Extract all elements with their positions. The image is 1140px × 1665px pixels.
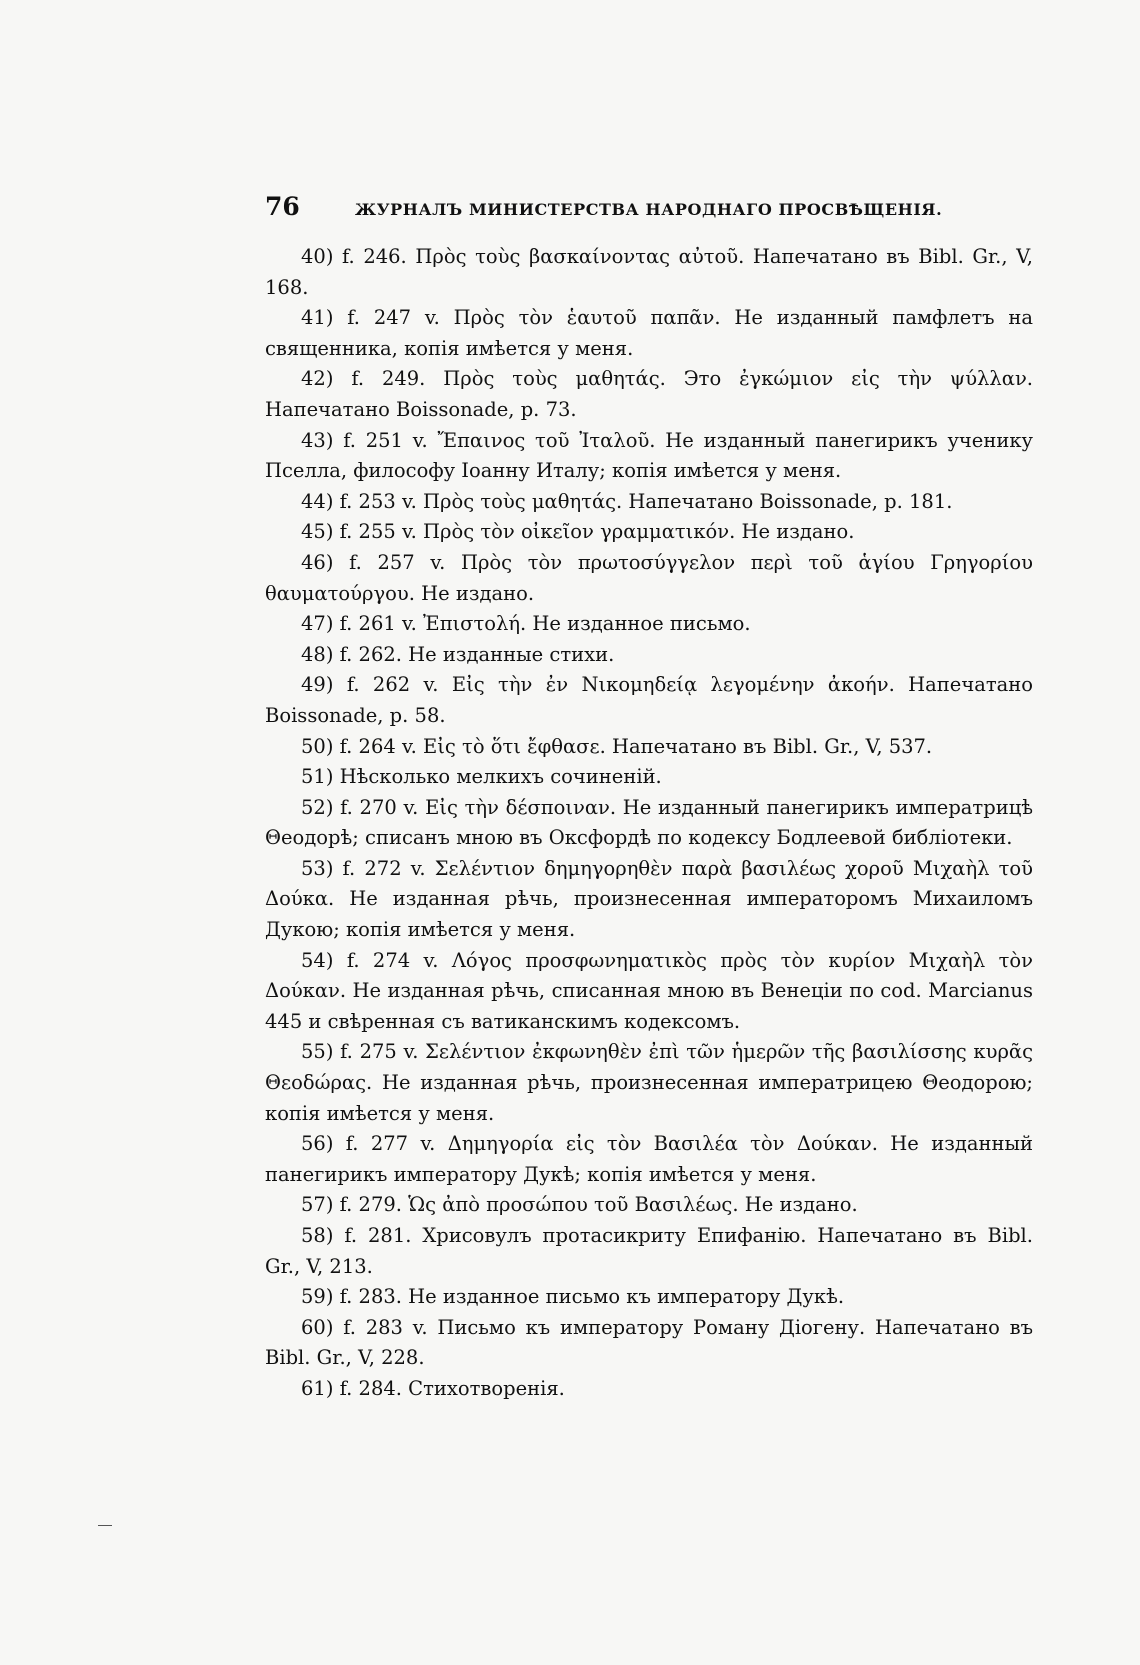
list-item: 56) f. 277 v. Δημηγορία εἰς τὸν Βασιλέα τὸν Δούκαν. Не изданный панегирикъ императору Дукѣ; копія имѣется у меня. (265, 1132, 1033, 1186)
list-item: 40) f. 246. Πρὸς τοὺς βασκαίνοντας αὐτοῦ. Напечатано въ Bibl. Gr., V, 168. (265, 245, 1033, 299)
list-item: 41) f. 247 v. Πρὸς τὸν ἑαυτοῦ παπᾶν. Не изданный памфлетъ на священника, копія имѣется у меня. (265, 306, 1033, 360)
running-head: ЖУРНАЛЪ МИНИСТЕРСТВА НАРОДНАГО ПРОСВѢЩЕНІЯ. (355, 200, 943, 219)
list-item: 55) f. 275 v. Σελέντιον ἐκφωνηθὲν ἐπὶ τῶν ἡμερῶν τῆς βασιλίσσης κυρᾶς Θεοδώρας. Не изданная рѣчь, произнесенная императрицею Θеодорою; копія имѣется у меня. (265, 1040, 1033, 1125)
list-item: 54) f. 274 v. Λόγος προσφωνηματικὸς πρὸς τὸν κυρίον Μιχαὴλ τὸν Δούκαν. Не изданная рѣчь, списанная мною въ Венеціи по cod. Marcianus 445 и свѣренная съ ватиканскимъ кодексомъ. (265, 948, 1033, 1033)
list-item: 47) f. 261 v. Ἐπιστολή. Не изданное письмо. (301, 612, 751, 636)
list-item: 53) f. 272 v. Σελέντιον δημηγορηθὲν παρὰ βασιλέως χοροῦ Μιχαὴλ τοῦ Δούκα. Не изданная рѣчь, произнесенная императоромъ Михаиломъ Дукою; копія имѣется у меня. (265, 856, 1033, 942)
list-item: 51) Нѣсколько мелкихъ сочиненій. (301, 765, 662, 789)
list-item: 57) f. 279. Ὡς ἀπὸ προσώπου τοῦ Βασιλέως. Не издано. (301, 1193, 858, 1217)
list-item: 42) f. 249. Πρὸς τοὺς μαθητάς. Это ἐγκώμιον εἰς τὴν ψύλλαν. Напечатано Boissonade, p. 73. (265, 367, 1033, 421)
list-item: 59) f. 283. Не изданное письмо къ императору Дукѣ. (301, 1285, 845, 1309)
list-item: 43) f. 251 v. Ἔπαινος τοῦ Ἰταλοῦ. Не изданный панегирикъ ученику Пселла, философу Іоанну Италу; копія имѣется у меня. (265, 428, 1033, 483)
list-item: 49) f. 262 v. Εἰς τὴν ἐν Νικομηδείᾳ λεγομένην ἀκοήν. Напечатано Boissonade, p. 58. (265, 673, 1033, 727)
list-item: 61) f. 284. Стихотворенія. (301, 1376, 565, 1400)
list-item: 44) f. 253 v. Πρὸς τοὺς μαθητάς. Напечатано Boissonade, p. 181. (301, 489, 953, 513)
list-item: 58) f. 281. Хрисовулъ протасикриту Епифанію. Напечатано въ Bibl. Gr., V, 213. (265, 1224, 1033, 1278)
entry-list (265, 242, 1033, 1405)
list-item: 50) f. 264 v. Εἰς τὸ ὅτι ἔφθασε. Напечатано въ Bibl. Gr., V, 537. (301, 734, 933, 758)
list-item: 60) f. 283 v. Письмо къ императору Роману Діогену. Напечатано въ Bibl. Gr., V, 228. (265, 1315, 1033, 1370)
list-item: 52) f. 270 v. Εἰς τὴν δέσποιναν. Не изданный панегирикъ императрицѣ Θеодорѣ; списанъ мною въ Оксфордѣ по кодексу Бодлеевой библіотеки. (265, 795, 1033, 850)
list-item: 46) f. 257 v. Πρὸς τὸν πρωτοσύγγελον περὶ τοῦ ἁγίου Γρηγορίου θαυματούργου. Не издано. (265, 550, 1033, 605)
list-item: 45) f. 255 v. Πρὸς τὸν οἰκεῖον γραμματικόν. Не издано. (301, 520, 855, 544)
margin-mark (98, 1525, 112, 1526)
page-header (265, 192, 1033, 221)
page-number: 76 (265, 192, 300, 221)
list-item: 48) f. 262. Не изданные стихи. (301, 642, 615, 666)
